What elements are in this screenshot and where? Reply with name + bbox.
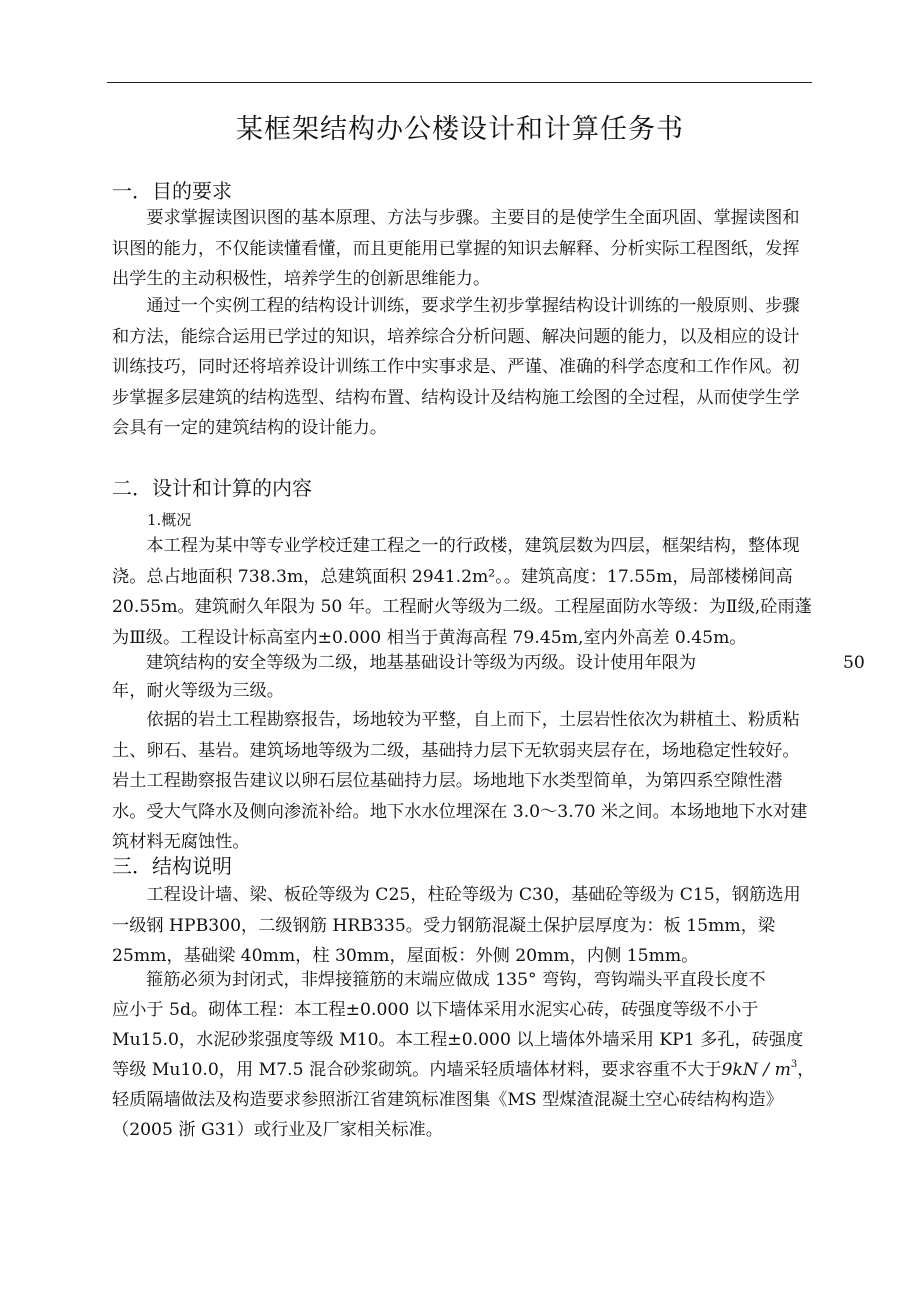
unit-weight-exponent: 3 [790, 1059, 798, 1070]
section2-paragraph-1: 本工程为某中等专业学校迁建工程之一的行政楼，建筑层数为四层，框架结构，整体现浇。总占地面积 738.3m，总建筑面积 2941.2m²。。建筑高度：17.55m，局部楼梯间高 20.55m。建筑耐久年限为 50 年。工程耐火等级为二级。工程屋面防水等级：为Ⅱ级,砼雨蓬为Ⅲ级。工程设计标高室内±0.000 相当于黄海高程 79.45m,室内外高差 0.45m。 [112, 536, 812, 648]
header-rule [107, 82, 812, 83]
section3-heading: 三．结构说明 [112, 854, 232, 878]
section2-paragraph-2-line2: 年，耐火等级为三级。 [112, 681, 284, 701]
section2-heading: 二．设计和计算的内容 [112, 476, 312, 500]
unit-weight-formula: 9kN / m [721, 1060, 791, 1080]
section1-paragraph-1: 要求掌握读图识图的基本原理、方法与步骤。主要目的是使学生全面巩固、掌握读图和识图的能力，不仅能读懂看懂，而且更能用已掌握的知识去解释、分析实际工程图纸，发挥出学生的主动积极性，培养学生的创新思维能力。 [112, 208, 800, 289]
section1-heading: 一．目的要求 [112, 179, 232, 203]
section2-service-life-number: 50 [843, 653, 865, 673]
section2-paragraph-2-line1: 建筑结构的安全等级为二级，地基基础设计等级为丙级。设计使用年限为 [146, 653, 697, 673]
section3-p2-line6: （2005 浙 G31）或行业及厂家相关标准。 [112, 1120, 443, 1140]
section3-p2-line4 [112, 1055, 815, 1085]
section2-subheading: 1.概况 [147, 511, 192, 529]
section3-p2-line4-comma: ， [797, 1060, 815, 1080]
section3-p2-line4-text: 等级 Mu10.0，用 M7.5 混合砂浆砌筑。内墙采轻质墙体材料，要求容重不大于 [112, 1060, 722, 1080]
section3-paragraph-1: 工程设计墙、梁、板砼等级为 C25，柱砼等级为 C30，基础砼等级为 C15，钢筋选用一级钢 HPB300，二级钢筋 HRB335。受力钢筋混凝土保护层厚度为：板 15mm，梁 25mm，基础梁 40mm，柱 30mm，屋面板：外侧 20mm，内侧 15mm。 [112, 885, 801, 966]
section3-p2-line2: 应小于 5d。砌体工程：本工程±0.000 以下墙体采用水泥实心砖，砖强度等级不小于 [112, 1000, 759, 1020]
section3-p2-line3: Mu15.0，水泥砂浆强度等级 M10。本工程±0.000 以上墙体外墙采用 KP1 多孔，砖强度 [112, 1030, 804, 1050]
section3-p2-line1: 箍筋必须为封闭式，非焊接箍筋的末端应做成 135° 弯钩，弯钩端头平直段长度不 [146, 970, 766, 990]
section3-p2-line5: 轻质隔墙做法及构造要求参照浙江省建筑标准图集《MS 型煤渣混凝土空心砖结构构造》 [112, 1090, 783, 1110]
section2-paragraph-3: 依据的岩土工程勘察报告，场地较为平整，自上而下，土层岩性依次为耕植土、粉质粘土、卵石、基岩。建筑场地等级为二级，基础持力层下无软弱夹层存在，场地稳定性较好。岩土工程勘察报告建议以卵石层位基础持力层。场地地下水类型简单，为第四系空隙性潜水。受大气降水及侧向渗流补给。地下水水位埋深在 3.0～3.70 米之间。本场地地下水对建筑材料无腐蚀性。 [112, 710, 808, 852]
section1-paragraph-2: 通过一个实例工程的结构设计训练，要求学生初步掌握结构设计训练的一般原则、步骤和方法，能综合运用已学过的知识，培养综合分析问题、解决问题的能力，以及相应的设计训练技巧，同时还将培养设计训练工作中实事求是、严谨、准确的科学态度和工作作风。初步掌握多层建筑的结构选型、结构布置、结构设计及结构施工绘图的全过程，从而使学生学会具有一定的建筑结构的设计能力。 [112, 296, 800, 438]
page-title: 某框架结构办公楼设计和计算任务书 [236, 114, 684, 145]
